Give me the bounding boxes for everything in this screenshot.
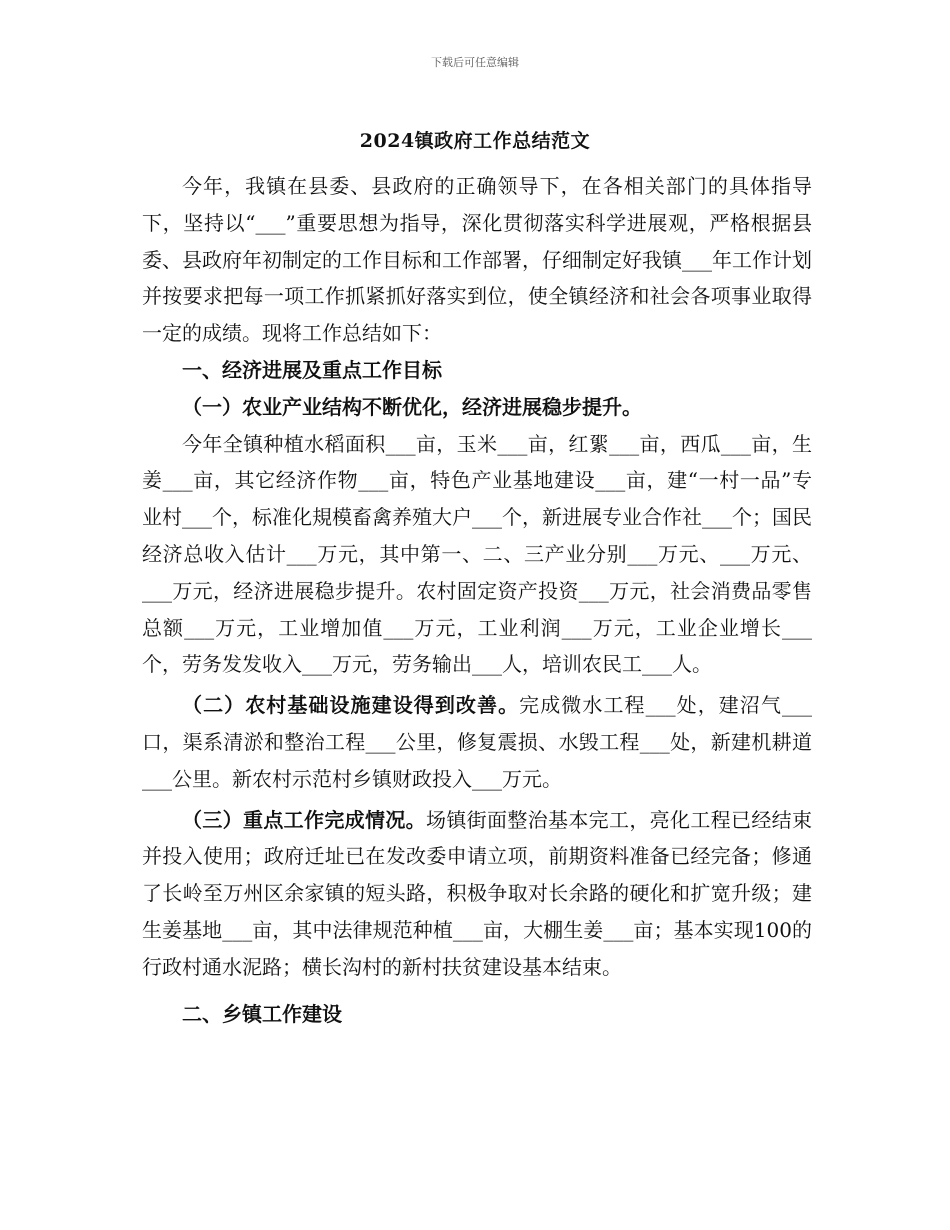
- intro-paragraph: 今年，我镇在县委、县政府的正确领导下，在各相关部门的具体指导下，坚持以“___”重要思想为指导，深化贯彻落实科学进展观，严格根据县委、县政府年初制定的工作目标和工作部署，仔细制定好我镇___年工作计划并按要求把每一项工作抓紧抓好落实到位，使全镇经济和社会各项事业取得一定的成绩。现将工作总结如下：: [142, 174, 812, 346]
- document-body: [142, 168, 812, 1032]
- header-note: 下载后可任意编辑: [431, 56, 519, 69]
- subsection-1-heading: （一）农业产业结构不断优化，经济进展稳步提升。: [182, 394, 642, 419]
- section-1-heading: 一、经济进展及重点工作目标: [182, 357, 442, 382]
- subsection-3-text: 场镇街面整治基本完工，亮化工程已经结束并投入使用；政府迁址已在发改委申请立项，前期资料准备已经完备；修通了长岭至万州区余家镇的短头路，积极争取对长余路的硬化和扩宽升级；建生姜基地___亩，其中法律规范种植___亩，大棚生姜___亩；基本实现100的行政村通水泥路；横长沟村的新村扶贫建设基本结束。: [142, 807, 812, 979]
- subsection-1-paragraph: 今年全镇种植水稻面积___亩，玉米___亩，红綤___亩，西瓜___亩，生姜___亩，其它经济作物___亩，特色产业基地建设___亩，建“一村一品”专业村___个，标准化規模畜禽养殖大户___个，新进展专业合作社___个；国民经济总收入估计___万元，其中第一、二、三产业分别___万元、___万元、___万元，经济进展稳步提升。农村固定资产投资___万元，社会消费品零售总额___万元，工业增加值___万元，工业利润___万元，工业企业增长___个，劳务发发收入___万元，劳务输出___人，培训农民工___人。: [142, 431, 812, 677]
- subsection-2-text: 完成微水工程___处，建沼气___口，渠系清淤和整治工程___公里，修复震损、水毁工程___处，新建机耕道___公里。新农村示范村乡镇财政投入___万元。: [142, 693, 813, 791]
- subsection-3-heading: （三）重点工作完成情况。: [182, 807, 426, 832]
- subsection-3-paragraph: [142, 802, 812, 986]
- subsection-2-heading: （二）农村基础设施建设得到改善。: [182, 693, 520, 718]
- document-title: 2024镇政府工作总结范文: [359, 130, 591, 152]
- section-2-heading: 二、乡镇工作建设: [182, 1001, 342, 1026]
- subsection-2-paragraph: [142, 687, 812, 797]
